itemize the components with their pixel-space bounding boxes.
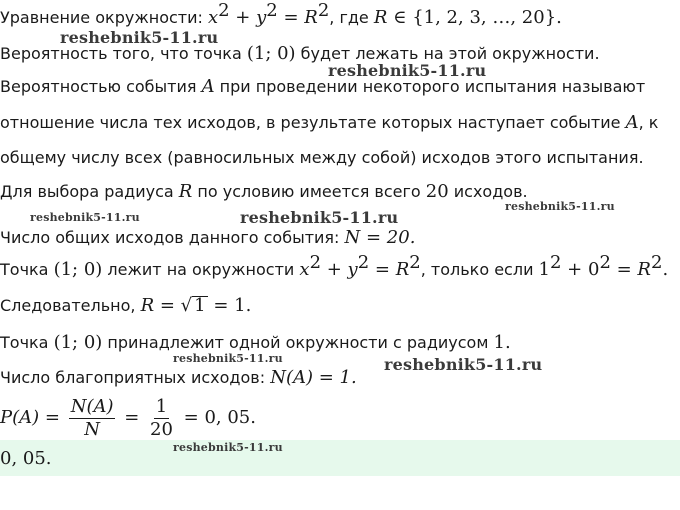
answer-highlight	[0, 440, 680, 476]
text: Уравнение окружности:	[0, 8, 208, 27]
total-outcomes-line: Число общих исходов данного события: N = 20.	[0, 227, 416, 248]
single-circle-line: Точка (1; 0) принадлежит одной окружности с радиусом 1.	[0, 332, 511, 353]
probability-formula: P(A) = $\frac{N(A)}{N}$ = $\frac{1}{20}$ = 0, 05.	[0, 396, 256, 440]
watermark: reshebnik5-11.ru	[240, 208, 399, 227]
equation-line: Уравнение окружности: $x^2 + y^2 = R^2$, где R ∈ {1, 2, 3, …, 20}.	[0, 0, 562, 28]
watermark: reshebnik5-11.ru	[173, 441, 283, 454]
watermark: reshebnik5-11.ru	[384, 355, 543, 374]
outcomes-line: Для выбора радиуса R по условию имеется всего 20 исходов.	[0, 181, 528, 202]
radius-line: Следовательно, R = √ 1 = 1.	[0, 295, 252, 316]
watermark: reshebnik5-11.ru	[173, 352, 283, 365]
watermark: reshebnik5-11.ru	[328, 61, 487, 80]
answer-text: 0, 05.	[0, 448, 52, 469]
definition-line-3: общему числу всех (равносильных между собой) исходов этого испытания.	[0, 148, 644, 167]
favorable-outcomes-line: Число благоприятных исходов: N(A) = 1.	[0, 367, 357, 388]
definition-line-2: отношение числа тех исходов, в результате которых наступает событие A, к	[0, 112, 659, 133]
definition-line-1: Вероятностью события A при проведении некоторого испытания называют	[0, 76, 646, 97]
fraction-na-over-n: $\frac{N(A)}{N}$	[70, 396, 114, 440]
probability-line: Вероятность того, что точка (1; 0) будет лежать на этой окружности.	[0, 43, 600, 64]
watermark: reshebnik5-11.ru	[505, 200, 615, 213]
watermark: reshebnik5-11.ru	[60, 28, 219, 47]
fraction-one-over-twenty: $\frac{1}{20}$	[150, 396, 173, 440]
watermark: reshebnik5-11.ru	[30, 211, 140, 224]
condition-line: Точка (1; 0) лежит на окружности $x^2 + y^2 = R^2$, только если $1^2 + 0^2 = R^2$.	[0, 252, 669, 280]
